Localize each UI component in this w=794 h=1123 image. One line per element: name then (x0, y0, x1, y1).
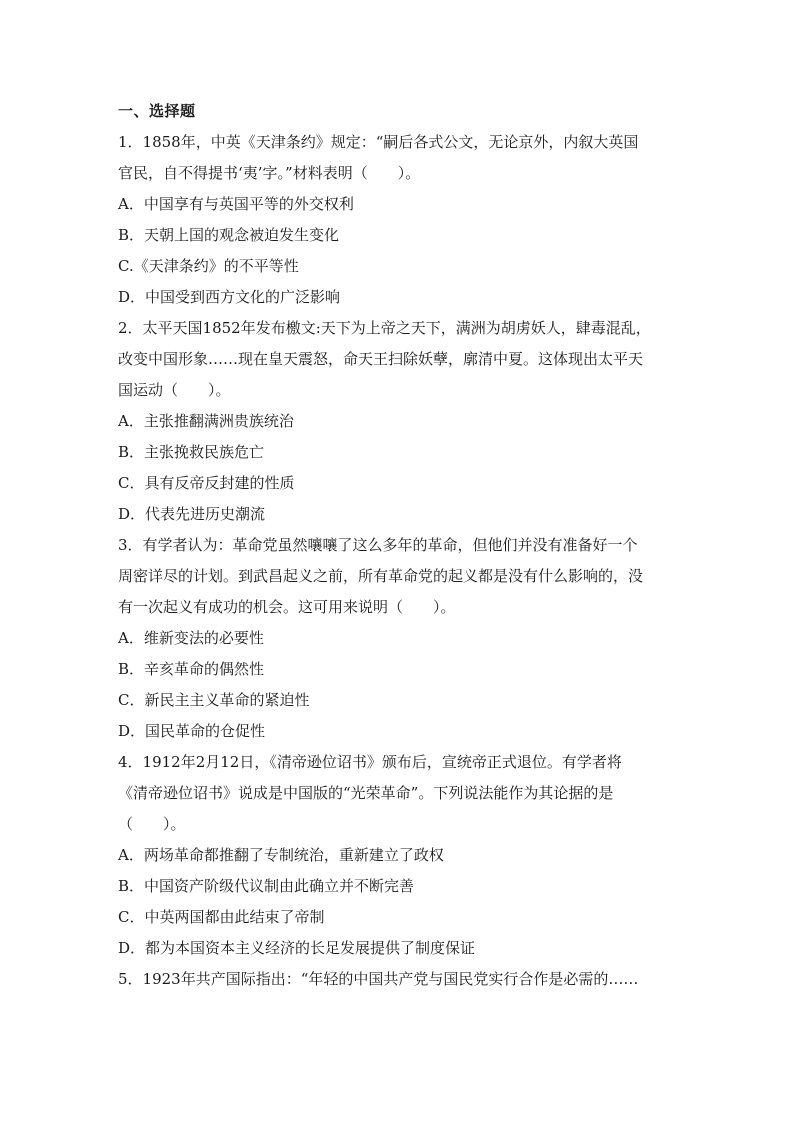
question-2-option-a: A．主张推翻满洲贵族统治 (118, 412, 294, 430)
question-4-option-d: D．都为本国资本主义经济的长足发展提供了制度保证 (118, 939, 476, 957)
question-5 (118, 964, 678, 995)
question-4-line-2: 《清帝逊位诏书》说成是中国版的“光荣革命”。下列说法能作为其论据的是 (118, 784, 614, 802)
question-2 (118, 313, 678, 530)
question-3-option-a: A．维新变法的必要性 (118, 629, 264, 647)
question-2-line-3: 国运动（ ）。 (118, 381, 231, 399)
question-2-line-2: 改变中国形象……现在皇天震怒，命天王扫除妖孽，廓清中夏。这体现出太平天 (118, 350, 644, 368)
question-3-line-2: 周密详尽的计划。到武昌起义之前，所有革命党的起义都是没有什么影响的，没 (118, 567, 644, 585)
question-2-option-c: C．具有反帝反封建的性质 (118, 474, 295, 492)
question-3 (118, 530, 678, 747)
question-1 (118, 127, 678, 313)
question-1-line-2: 官民，自不得提书‘夷’字。”材料表明（ ）。 (118, 164, 421, 182)
document-page (118, 96, 678, 995)
question-1-option-a: A．中国享有与英国平等的外交权利 (118, 195, 354, 213)
question-4-option-c: C．中英两国都由此结束了帝制 (118, 908, 325, 926)
question-3-option-b: B．辛亥革命的偶然性 (118, 660, 265, 678)
question-1-line-1: 1．1858年，中英《天津条约》规定：“嗣后各式公文，无论京外，内叙大英国 (118, 133, 639, 151)
question-3-option-c: C．新民主主义革命的紧迫性 (118, 691, 310, 709)
question-3-line-1: 3．有学者认为：革命党虽然嚷嚷了这么多年的革命，但他们并没有准备好一个 (118, 536, 638, 554)
question-2-line-1: 2．太平天国1852年发布檄文:天下为上帝之天下，满洲为胡虏妖人，肆毒混乱， (118, 319, 651, 337)
question-4-option-a: A．两场革命都推翻了专制统治，重新建立了政权 (118, 846, 444, 864)
question-3-line-3: 有一次起义有成功的机会。这可用来说明（ ）。 (118, 598, 456, 616)
question-1-option-c: C.《天津条约》的不平等性 (118, 257, 299, 275)
question-3-option-d: D．国民革命的仓促性 (118, 722, 266, 740)
question-4-line-1: 4．1912年2月12日，《清帝逊位诏书》颁布后，宣统帝正式退位。有学者将 (118, 753, 622, 771)
question-2-option-d: D．代表先进历史潮流 (118, 505, 266, 523)
question-2-option-b: B．主张挽救民族危亡 (118, 443, 265, 461)
question-4-line-3: （ ）。 (118, 815, 186, 833)
question-4-option-b: B．中国资产阶级代议制由此确立并不断完善 (118, 877, 415, 895)
section-title: 一、选择题 (118, 102, 196, 120)
question-4 (118, 747, 678, 964)
question-5-line-1: 5．1923年共产国际指出：“年轻的中国共产党与国民党实行合作是必需的…… (118, 970, 639, 988)
question-1-option-b: B．天朝上国的观念被迫发生变化 (118, 226, 340, 244)
question-1-option-d: D．中国受到西方文化的广泛影响 (118, 288, 341, 306)
